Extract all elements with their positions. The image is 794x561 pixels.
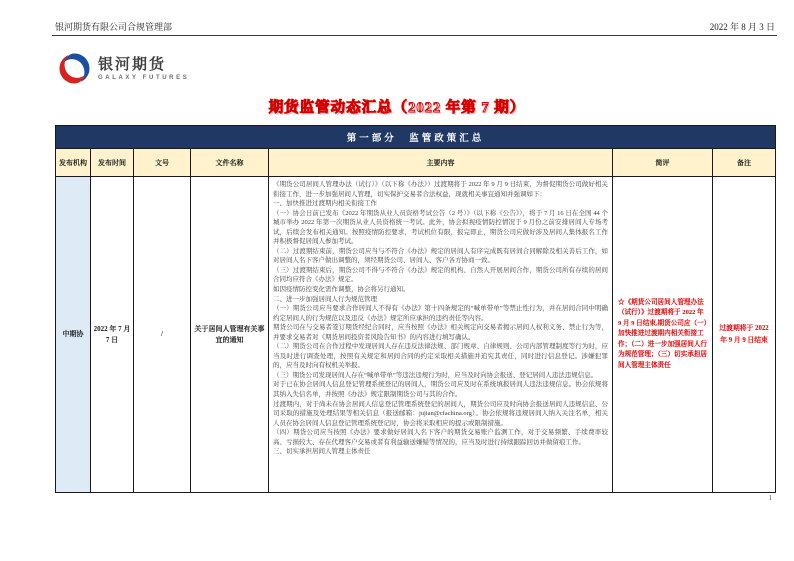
logo-text-cn: 银河期货 [98, 55, 167, 73]
cell-main-content [269, 177, 613, 493]
cell-issuer: 中期协 [56, 177, 91, 493]
section-header-row [56, 126, 776, 149]
paragraph: （二）过渡期结束前，期货公司应当与不符合《办法》规定的居间人有序完成既有居间合同解除及相关善后工作，如对居间人名下客户做出调整的，须经期货公司、居间人、客户各方协商一致。 [273, 247, 608, 265]
paragraph: 二、进一步加强居间人行为规范管理 [273, 295, 377, 303]
col-header-main-content: 主要内容 [269, 149, 613, 177]
paragraph: （四）期货公司应当按照《办法》要求做好居间人名下客户的期货交易账户监测工作，对于交易频繁、手续费率较高、亏损较大、存在代理客户交易或者有利益输送嫌疑等情况的，应当及时进行持续跟踪回访并做留痕工作。 [273, 429, 608, 446]
col-header-doc-name: 文件名称 [191, 149, 269, 177]
column-header-row [56, 149, 776, 177]
galaxy-swirl-icon [58, 52, 91, 85]
section-title: 第一部分 监管政策汇总 [56, 126, 776, 149]
header-date: 2022 年 8 月 3 日 [709, 22, 775, 32]
cell-doc-no: / [134, 177, 191, 493]
col-header-comment: 简评 [613, 149, 713, 177]
table-row [56, 177, 776, 493]
paragraph: （三）过渡期结束后，期货公司不得与不符合《办法》规定的机构、自然人开展居间合作，期货公司所有存续的居间合同均应符合《办法》规定。 [273, 266, 608, 284]
logo-wordmark [98, 57, 189, 81]
paragraph: 期货公司在与交易者签订期货经纪合同时，应当按照《办法》相关规定向交易者揭示居间人权利义务、禁止行为等，并要求交易者对《期货居间投资者风险告知书》的内容进行填写确认。 [273, 324, 608, 341]
regulatory-policy-table [55, 125, 776, 493]
paragraph: 过渡期内，对于尚未在协会居间人信息登记管理系统登记的居间人，期货公司应及时向协会报送居间人违规信息、公司采取的措施及处理结果等相关信息（报送邮箱：jujian@cfachina.org）。协会依规将违规居间人纳入关注名单，相关人员在协会居间人信息登记管理系统登记时，协会将采取相应的提示或限制措施。 [273, 400, 608, 427]
paragraph: （一）期货公司应当要求合作居间人不得有《办法》第十四条规定的“喊单带单”等禁止性行为，并在居间合同中明确约定居间人的行为规范以及违反《办法》规定所应承担的违约责任等内容。 [273, 305, 608, 322]
galaxy-futures-logo [58, 52, 189, 85]
col-header-issuer: 发布机构 [56, 149, 91, 177]
paragraph: （一）协会日前已发布《2022 年期货从业人员资格考试公告（2 号）》（以下称《公告》），将于 7 月 16 日在全国 44 个城市举办 2022 年第一次期货从业人员资格统一考试。此外，协会拟视疫情防控情况于 9 月份之前安排居间人专场考试，后续会发布相关通知。按照疫情防控要求，考试机位有限，报完即止，期货公司应做好涉及居间人集体报名工作并积极督促居间人参加考试。 [273, 209, 608, 246]
col-header-date: 发布时间 [91, 149, 134, 177]
page-number: 1 [768, 494, 772, 502]
cell-comment: ☆《期货公司居间人管理办法（试行）》过渡期将于 2022 年 9 月 9 日结束,期货公司应（一）加快推进过渡期内相关衔接工作；（二）进一步加强居间人行为规范管理；（三）切实承担居间人管理主体责任 [613, 177, 713, 493]
document-title: 期货监管动态汇总（2022 年第 7 期） [268, 100, 526, 116]
cell-remark: 过渡期将于 2022 年 9 月 9 日结束 [713, 177, 776, 493]
col-header-doc-no: 文号 [134, 149, 191, 177]
paragraph: （三）期货公司发现居间人存在“喊单带单”等违法违规行为时，应当及时向协会报送、登记居间人违法违规信息。 [273, 371, 598, 379]
paragraph: 对于已在协会居间人信息登记管理系统登记的居间人，期货公司应及时在系统填报居间人违法违规信息。协会依规将其纳入失信名单，并按照《办法》规定限制期货公司与其的合作。 [273, 381, 608, 399]
cell-doc-name: 关于居间人管理有关事宜的通知 [191, 177, 269, 493]
header-department: 银河期货有限公司合规管理部 [55, 22, 173, 32]
logo-text-en: GALAXY FUTURES [98, 74, 190, 81]
cell-date: 2022 年 7 月 7 日 [91, 177, 134, 493]
paragraph: 三、切实承担居间人管理主体责任 [273, 448, 371, 456]
paragraph: （二）期货公司在合作过程中发现居间人存在违反法律法规、部门规章、自律规则、公司内部管理制度等行为时，应当及时进行调查处理，按照有关规定和居间合同的约定采取相关措施并追究其责任，同时进行信息登记。涉嫌犯罪的，应当及时向有权机关举报。 [273, 343, 608, 370]
paragraph: 如因疫情防控变化需作调整，协会将另行通知。 [273, 286, 410, 294]
col-header-remark: 备注 [713, 149, 776, 177]
running-header [55, 20, 775, 33]
paragraph: 一、加快推进过渡期内相关衔接工作 [273, 200, 377, 208]
header-rule [52, 35, 777, 36]
paragraph: 《期货公司居间人管理办法（试行）》（以下称《办法》）过渡期将于 2022 年 9 月 9 日结束，为督促期货公司做好相关衔接工作，进一步加强居间人管理，切实保护交易者合法权益，现就相关事宜通知并强调如下： [273, 181, 608, 198]
